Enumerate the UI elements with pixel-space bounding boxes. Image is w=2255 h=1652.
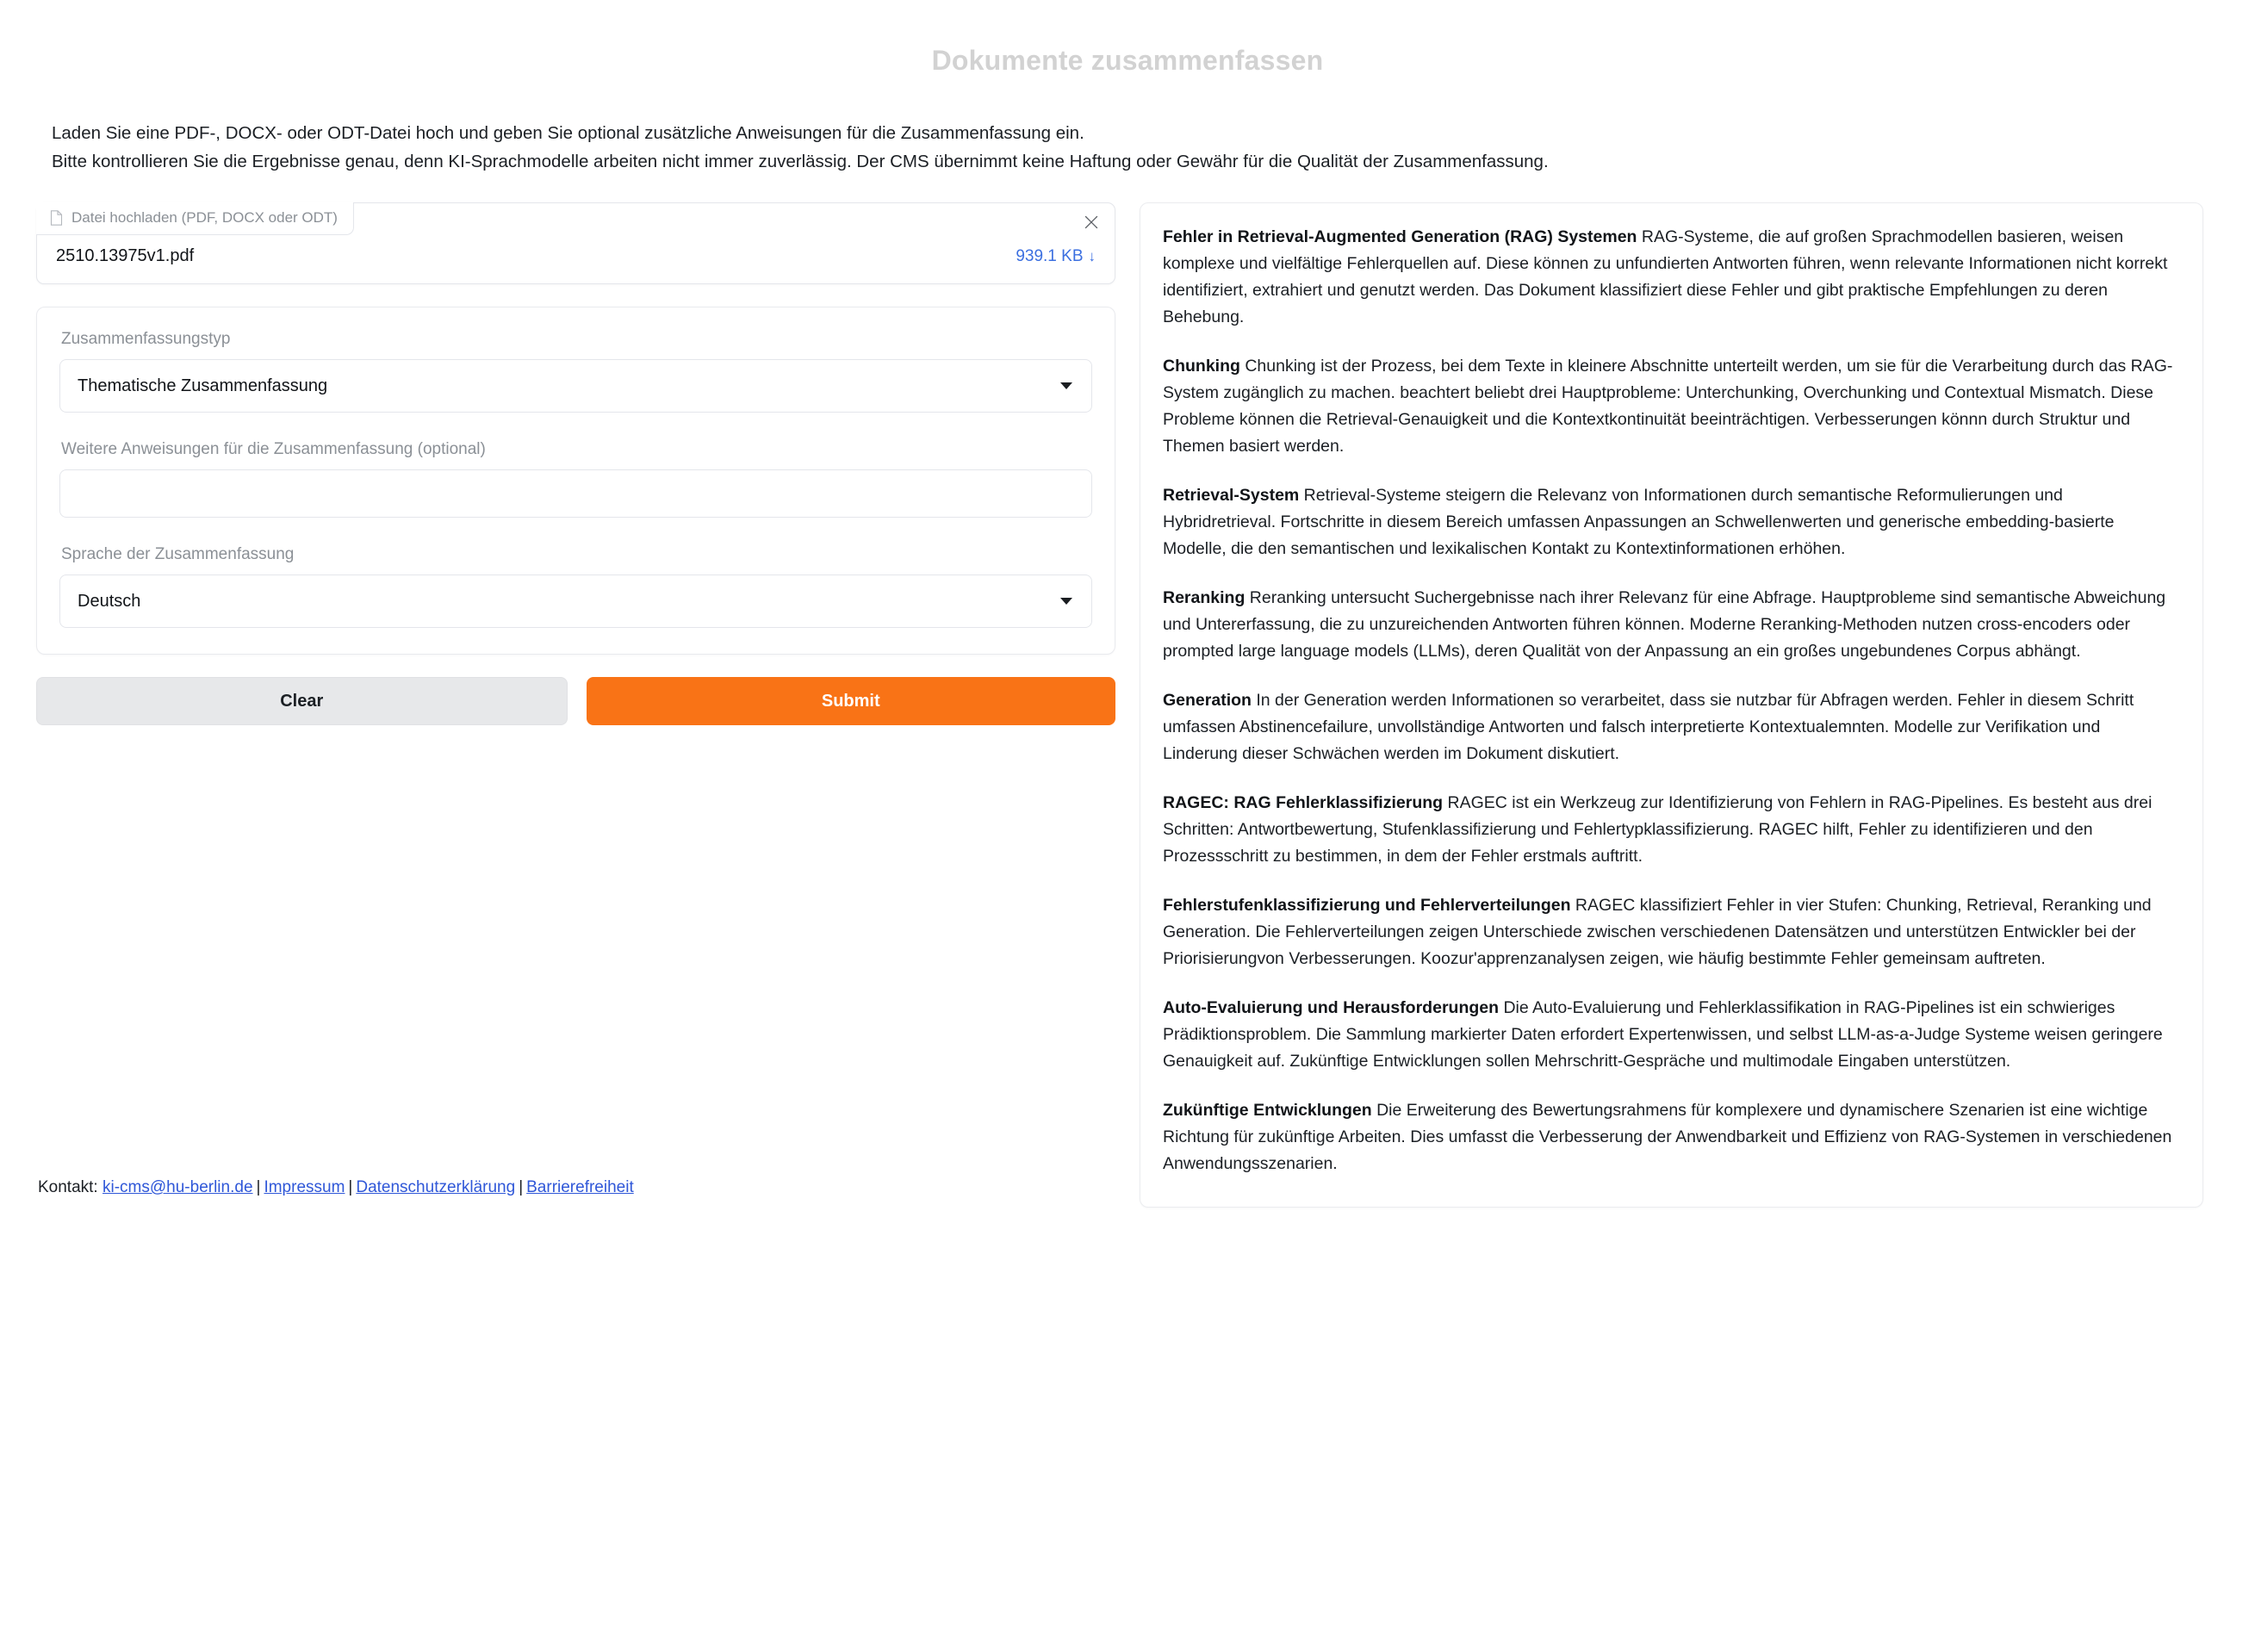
- clear-button[interactable]: Clear: [36, 677, 568, 725]
- page-title: Dokumente zusammenfassen: [931, 45, 1324, 76]
- extra-instructions-label: Weitere Anweisungen für die Zusammenfassung (optional): [61, 440, 486, 458]
- action-button-row: [36, 677, 1115, 725]
- chevron-down-icon: [1060, 382, 1072, 389]
- summary-paragraph-heading: Generation: [1163, 691, 1252, 710]
- summary-paragraph-heading: Chunking: [1163, 357, 1240, 376]
- summary-paragraph: [1163, 482, 2177, 562]
- summary-language-select[interactable]: [59, 574, 1092, 628]
- summary-paragraph-body: Reranking untersucht Suchergebnisse nach ihrer Relevanz für eine Abfrage. Hauptprobleme sind semantische Abweichung und Untererfassung, die zu unzureichenden Antworten führen können. Moderne Reranking-Methoden nutzen cross-encoders oder prompted large language models (LLMs), deren Qualität von der Anpassung an ein großes ungebundenes Corpus abhängt.: [1163, 588, 2166, 661]
- summary-paragraph: [1163, 585, 2177, 665]
- download-icon: ↓: [1088, 247, 1096, 264]
- summary-paragraph: [1163, 224, 2177, 331]
- summary-paragraph: [1163, 995, 2177, 1075]
- summary-paragraph-heading: Auto-Evaluierung und Herausforderungen: [1163, 998, 1500, 1017]
- summary-paragraph-heading: RAGEC: RAG Fehlerklassifizierung: [1163, 793, 1444, 812]
- extra-instructions-input[interactable]: [59, 469, 1092, 518]
- summary-paragraph-heading: Fehlerstufenklassifizierung und Fehlerverteilungen: [1163, 896, 1571, 915]
- file-upload-card[interactable]: [36, 202, 1115, 284]
- summary-paragraph-body: RAGEC ist ein Werkzeug zur Identifizierung von Fehlern in RAG-Pipelines. Es besteht aus drei Schritten: Antwortbewertung, Stufenklassifizierung und Fehlertypklassifizierung. RAGEC hilft, Fehler zu identifizieren und den Prozessschritt zu bestimmen, in dem der Fehler erstmals auftritt.: [1163, 793, 2152, 866]
- submit-button[interactable]: Submit: [587, 677, 1116, 725]
- footer-separator-2: |: [348, 1178, 353, 1196]
- footer-contact-label: Kontakt:: [38, 1178, 98, 1196]
- close-icon[interactable]: [1080, 211, 1103, 233]
- summary-language-value: Deutsch: [78, 591, 141, 611]
- uploaded-file-name: 2510.13975v1.pdf: [56, 246, 195, 265]
- uploaded-file-row: [37, 234, 1115, 283]
- file-upload-tab-label: Datei hochladen (PDF, DOCX oder ODT): [71, 209, 338, 226]
- summary-type-value: Thematische Zusammenfassung: [78, 376, 328, 395]
- summary-paragraph-body: Chunking ist der Prozess, bei dem Texte in kleinere Abschnitte unterteilt werden, um sie für die Verarbeitung durch das RAG-System zugänglich zu machen. beachtert beliebt drei Hauptprobleme: Unterchunking, Overchunking und Contextual Mismatch. Diese Probleme können die Retrieval-Genauigkeit und die Kontextkontinuität beeinträchtigen. Verbesserungen könnn durch Struktur und Themen basiert werden.: [1163, 357, 2173, 456]
- footer-link-datenschutz[interactable]: Datenschutzerklärung: [356, 1178, 516, 1196]
- form-column: [36, 202, 1115, 725]
- intro-text-block: [0, 121, 2255, 173]
- summary-paragraph-heading: Zukünftige Entwicklungen: [1163, 1101, 1372, 1120]
- file-upload-tab[interactable]: [36, 202, 354, 235]
- footer-separator-1: |: [256, 1178, 261, 1196]
- summary-language-label: Sprache der Zusammenfassung: [61, 545, 295, 563]
- intro-line-1: Laden Sie eine PDF-, DOCX- oder ODT-Datei hoch und geben Sie optional zusätzliche Anweisungen für die Zusammenfassung ein.: [52, 123, 1084, 143]
- summary-paragraph-body: RAG-Systeme, die auf großen Sprachmodellen basieren, weisen komplexe und vielfältige Fehlerquellen auf. Diese können zu unfundierten Antworten führen, wenn relevante Informationen nicht korrekt identifiziert, extrahiert und genutzt werden. Das Dokument klassifiziert diese Fehler und gibt praktische Empfehlungen zu deren Behebung.: [1163, 227, 2168, 326]
- summary-paragraph-heading: Reranking: [1163, 588, 1246, 607]
- footer-email-link[interactable]: ki-cms@hu-berlin.de: [102, 1178, 253, 1196]
- summary-paragraph: [1163, 1097, 2177, 1177]
- footer-link-impressum[interactable]: Impressum: [264, 1178, 345, 1196]
- summary-paragraph: [1163, 687, 2177, 767]
- footer-link-barrierefreiheit[interactable]: Barrierefreiheit: [526, 1178, 634, 1196]
- file-icon: [50, 210, 63, 226]
- summary-type-select[interactable]: [59, 359, 1092, 413]
- summary-type-label: Zusammenfassungstyp: [61, 330, 231, 348]
- options-card: [36, 307, 1115, 655]
- summary-paragraph-body: In der Generation werden Informationen so verarbeitet, dass sie nutzbar für Abfragen werden. Fehler in diesem Schritt umfassen Abstinencefailure, unvollständige Antworten und falsch interpretierte Kontextualemnten. Modelle zur Verifikation und Linderung dieser Schwächen werden im Dokument diskutiert.: [1163, 691, 2134, 763]
- chevron-down-icon: [1060, 598, 1072, 605]
- file-size-label: 939.1 KB: [1016, 246, 1084, 265]
- intro-line-2: Bitte kontrollieren Sie die Ergebnisse genau, denn KI-Sprachmodelle arbeiten nicht immer zuverlässig. Der CMS übernimmt keine Haftung oder Gewähr für die Qualität der Zusammenfassung.: [52, 152, 1549, 171]
- summary-paragraph-body: RAGEC klassifiziert Fehler in vier Stufen: Chunking, Retrieval, Reranking und Generation. Die Fehlerverteilungen zeigen Unterschiede zwischen verschiedenen Datensätzen und unterstützen Entwickler bei der Priorisierungvon Verbesserungen. Koozur'apprenzanalysen zeigen, wie häufig bestimmte Fehler gemeinsam auftreten.: [1163, 896, 2152, 968]
- footer: [38, 1178, 634, 1197]
- summary-paragraph-heading: Fehler in Retrieval-Augmented Generation (RAG) Systemen: [1163, 227, 1637, 246]
- result-column: [1140, 202, 2203, 1208]
- summary-paragraph: [1163, 892, 2177, 972]
- main-content: [0, 202, 2255, 1208]
- summary-paragraph: [1163, 790, 2177, 870]
- footer-separator-3: |: [519, 1178, 524, 1196]
- file-download-link[interactable]: [1016, 247, 1096, 266]
- summary-paragraph-body: Retrieval-Systeme steigern die Relevanz von Informationen durch semantische Reformulierungen und Hybridretrieval. Fortschritte in diesem Bereich umfassen Anpassungen an Schwellenwerten und generische embedding-basierte Modelle, die den semantischen und lexikalischen Kontakt zu Kontextinformationen erhöhen.: [1163, 486, 2115, 558]
- summary-paragraph-body: Die Erweiterung des Bewertungsrahmens für komplexere und dynamischere Szenarien ist eine wichtige Richtung für zukünftige Arbeiten. Dies umfasst die Verbesserung der Anwendbarkeit und Effizienz von RAG-Systemen in verschiedenen Anwendungsszenarien.: [1163, 1101, 2172, 1173]
- summary-paragraph: [1163, 353, 2177, 460]
- summary-output-panel: [1140, 202, 2203, 1208]
- summary-paragraph-body: Die Auto-Evaluierung und Fehlerklassifikation in RAG-Pipelines ist ein schwieriges Prädiktionsproblem. Die Sammlung markierter Daten erfordert Expertenwissen, und selbst LLM-as-a-Judge Systeme weisen geringere Genauigkeit auf. Zukünftige Entwicklungen sollen Mehrschritt-Gespräche und multimodale Eingaben unterstützen.: [1163, 998, 2163, 1071]
- summary-paragraph-heading: Retrieval-System: [1163, 486, 1300, 505]
